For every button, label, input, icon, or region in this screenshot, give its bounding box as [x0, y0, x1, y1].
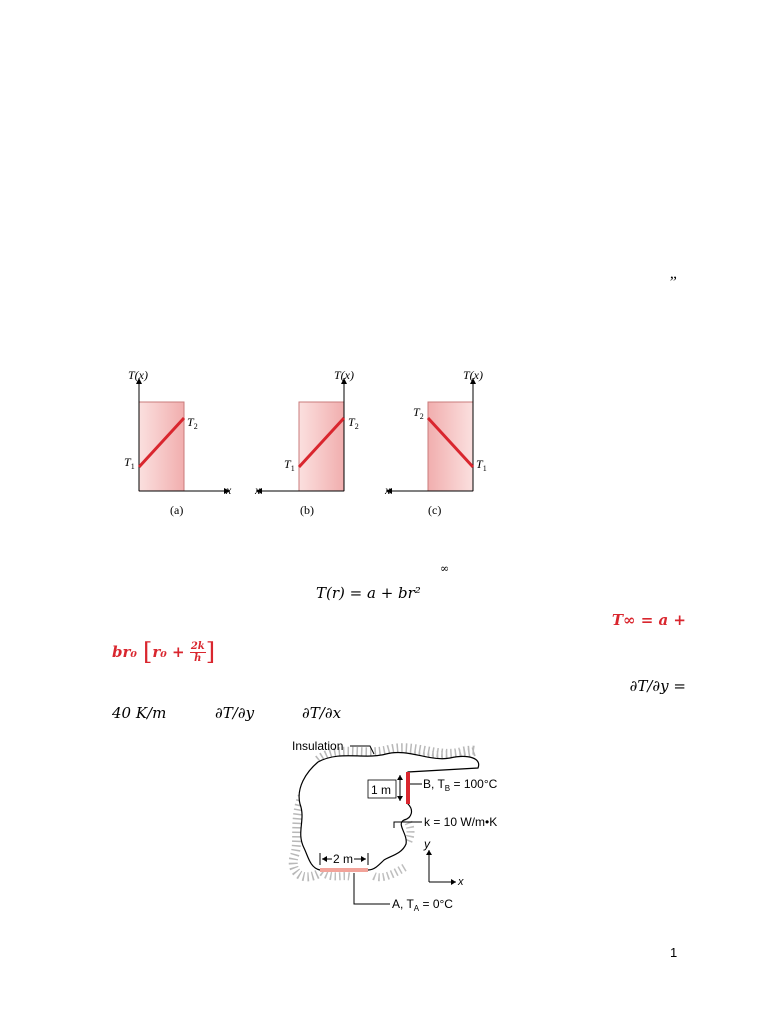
t2-label-a: $T_2$ [187, 415, 198, 431]
t1-label-c: $T_1$ [476, 457, 487, 473]
eq-frac-den: h [194, 652, 202, 664]
t1-label-a: $T_1$ [124, 455, 135, 471]
t2-label-c: $T_2$ [413, 405, 424, 421]
equation-temperature-profile: T(r) = a + br² [316, 584, 421, 602]
temperature-profile-figure [110, 360, 530, 520]
t2-label-b: $T_2$ [348, 415, 359, 431]
caption-a: (a) [170, 503, 184, 517]
stray-quote: ” [668, 274, 677, 291]
label-a: A, $T_A = 0^\circ C$ [392, 897, 453, 913]
axis-x-label: x [458, 876, 464, 888]
body-outline [299, 752, 479, 870]
eq-frac-num: 2k [190, 640, 205, 652]
dimension-2m: 2 m [333, 852, 354, 866]
axis-label-b: T(x) [334, 368, 354, 382]
page-number: 1 [670, 945, 678, 960]
axis-label-c: T(x) [463, 368, 483, 382]
infinity-symbol: ∞ [440, 562, 450, 575]
equation-boundary-line1: T∞ = a + [611, 611, 686, 629]
eq-lead-term: br₀ [112, 643, 137, 661]
panel-a [124, 368, 232, 517]
insulated-body-figure [282, 732, 522, 917]
caption-c: (c) [428, 503, 442, 517]
insulation-label: Insulation [292, 739, 344, 753]
t1-label-b: $T_1$ [284, 457, 295, 473]
label-k: k = 10 W/m•K [424, 815, 498, 829]
gradient-dx: ∂T/∂x [302, 704, 342, 722]
x-label-b: x [255, 483, 261, 497]
label-b: B, $T_B = 100^\circ C$ [423, 777, 498, 793]
axis-label-a: T(x) [128, 368, 148, 382]
eq-bracket-inner: r₀ + [152, 643, 190, 661]
gradient-line1: ∂T/∂y = [629, 677, 686, 695]
dimension-1m: 1 m [371, 783, 392, 797]
gradient-dy: ∂T/∂y [215, 704, 255, 722]
equation-boundary-line2: br₀ [ r₀ + $\frac{2k}{h}$ ] [112, 638, 216, 666]
panel-b [254, 368, 359, 517]
caption-b: (b) [300, 503, 314, 517]
x-label-a: x [226, 483, 232, 497]
axis-y-label: y [424, 837, 430, 851]
gradient-value: 40 K/m [112, 704, 167, 722]
x-label-c: x [385, 483, 391, 497]
panel-c [384, 368, 487, 517]
